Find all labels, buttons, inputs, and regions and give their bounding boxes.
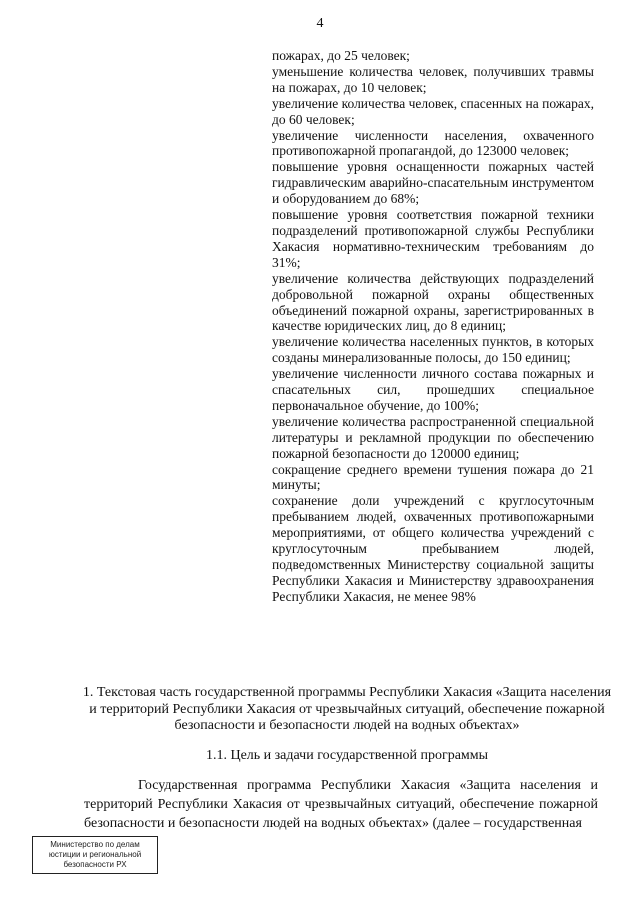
target-item: уменьшение количества человек, получивших травмы на пожарах, до 10 человек; — [272, 63, 594, 95]
targets-list — [272, 48, 594, 605]
page-number: 4 — [316, 16, 324, 31]
target-item: повышение уровня соответствия пожарной техники подразделений противопожарной службы Республики Хакасия нормативно-техническим требованиям до 31%; — [272, 207, 594, 270]
registration-stamp — [32, 836, 158, 874]
target-item: увеличение количества распространенной специальной литературы и рекламной продукции по обеспечению пожарной безопасности до 120000 единиц; — [272, 413, 594, 461]
stamp-line: Министерство по делам — [50, 840, 140, 849]
target-item: увеличение численности личного состава пожарных и спасательных сил, прошедших специальное первоначальное обучение, до 100%; — [272, 366, 594, 413]
target-item: увеличение количества действующих подразделений добровольной пожарной охраны общественных объединений пожарной охраны, зарегистрированных в качестве юридических лиц, до 8 единиц; — [272, 270, 594, 334]
section-heading: 1. Текстовая часть государственной программы Республики Хакасия «Защита населения и территорий Республики Хакасия от чрезвычайных ситуаций, обеспечение пожарной безопасности и безопасности людей на водных объектах» — [82, 685, 612, 733]
target-item: сокращение среднего времени тушения пожара до 21 минуты; — [272, 461, 594, 493]
target-item: увеличение количества населенных пунктов, в которых созданы минерализованные полосы, до 150 единиц; — [272, 334, 594, 366]
target-item: повышение уровня оснащенности пожарных частей гидравлическим аварийно-спасательным инструментом и оборудованием до 68%; — [272, 159, 594, 207]
target-item: пожарах, до 25 человек; — [272, 48, 410, 63]
target-item: увеличение количества человек, спасенных на пожарах, до 60 человек; — [272, 95, 594, 127]
target-item: увеличение численности населения, охваченного противопожарной пропагандой, до 123000 человек; — [272, 127, 594, 159]
body-paragraph: Государственная программа Республики Хакасия «Защита населения и территорий Республики Хакасия от чрезвычайных ситуаций, обеспечение пожарной безопасности и безопасности людей на водных объектах» (далее – государственная — [84, 778, 598, 831]
target-item: сохранение доли учреждений с круглосуточным пребыванием людей, охваченных противопожарными мероприятиями, от общего количества учреждений с круглосуточным пребыванием людей, подведомственных Министерству социальной защиты Республики Хакасия и Министерству здравоохранения Республики Хакасия, не менее 98% — [272, 493, 594, 604]
stamp-line: безопасности РХ — [63, 860, 127, 869]
stamp-line: юстиции и региональной — [48, 850, 142, 859]
subsection-heading: 1.1. Цель и задачи государственной программы — [205, 748, 489, 763]
